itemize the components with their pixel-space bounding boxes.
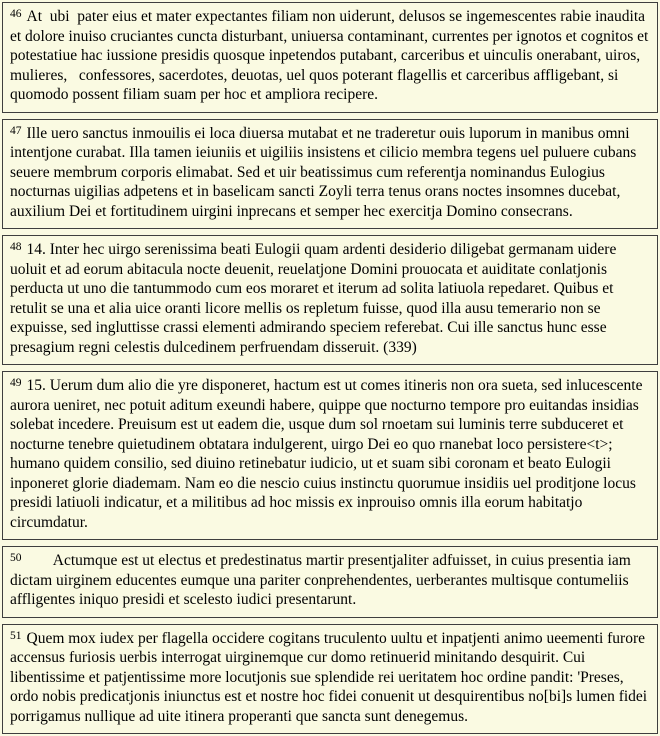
paragraph-number: 49: [10, 377, 22, 389]
paragraph-text: Quem mox iudex per flagella occidere cogitans truculento uultu et inpatjenti animo ueementi furore accensus furiosis uerbis interrogat uirginemque cur domo retinuerid minitando desquirit. Cui libentissime et patjentissime more locutjonis sue splendide rei ueritatem hoc ordine pandit: 'Preses, ordo nobis predicatjonis iniunctus est et nostre hoc fidei conuenit ut desquirentibus no[bi]s lumen fidei porrigamus nullique ad uite itinera properanti que sancta sunt denegemus.: [10, 629, 651, 725]
paragraph-47: [2, 119, 658, 230]
paragraph-number: 46: [10, 8, 22, 20]
paragraph-number: 48: [10, 241, 22, 253]
paragraph-50: [2, 546, 658, 618]
paragraph-text: At ubi pater eius et mater expectantes filiam non uiderunt, delusos se ingemescentes rabie inaudita et dolore inuiso cruciantes cuncta disturbant, uniuersa contaminant, currentes per ignotos et cognitos et potestatiue hac iussione presidis quosque inpetendos putabant, carceribus et uinculis onerabant, uiros, mulieres, confessores, sacerdotes, deuotas, uel quos poterant flagellis et carceribus affligebant, si quomodo possent filiam suam per hoc et ampliora recipere.: [10, 8, 653, 103]
paragraph-number: 47: [10, 124, 22, 137]
paragraph-text: Ille uero sanctus inmouilis ei loca diuersa mutabat et ne traderetur ouis luporum in manibus omni intentjone curabat. Illa tamen ieiuniis et uigiliis insistens et cilicio membra tegens uel puluere cubans seuere membrum corporis elimabat. Sed et uir beatissimus cum referentja nominandus Eulogius nocturnas uigilias adpetens et in baselicam sancti Zoyli terra tenus orans noctes insomnes ducebat, auxilium Dei et fortitudinem uirgini inprecans et semper hec exercitja Domino consecrans.: [10, 124, 641, 220]
paragraph-number: 50: [10, 552, 22, 564]
paragraph-46: [2, 2, 658, 113]
paragraph-text: Actumque est ut electus et predestinatus martir presentjaliter adfuisset, in cuius presentia iam dictam uirginem educentes eumque una pariter conprehendentes, uerberantes multisque contumeliis affligentes iniquo presidi et scelesto iudici presentarunt.: [10, 552, 635, 608]
paragraph-number: 51: [10, 629, 22, 642]
paragraph-49: [2, 371, 658, 540]
paragraph-text: 15. Uerum dum alio die yre disponeret, hactum est ut comes itineris non ora sueta, sed inlucescente aurora ueniret, nec potuit aditum exeundi habere, quippe que nocturno tempore pro euitandas insidias solebat incedere. Preuisum est ut eadem die, usque dum sol rnoetam sui luminis terre subduceret et nocturne tenebre quietudinem obtatara indulgerent, uirgo Dei eo quo rnanebat loco persistere<t>; humano quidem consilio, sed diuino retinebatur iudicio, ut et suam sibi coronam et beato Eulogii inponeret glorie diademam. Nam eo die nescio cuius instinctu quorumue insidiis uel proditjone locus presidi latiuoli indicatur, et a militibus ad hoc missis ex inprouiso omnis illa eorum habitatjo circumdatur.: [10, 377, 647, 531]
paragraph-48: [2, 235, 658, 365]
paragraph-text: 14. Inter hec uirgo serenissima beati Eulogii quam ardenti desiderio diligebat germanam uidere uoluit et ad eorum abitacula nocte deuenit, reuelatjone Domini prouocata et auiditate conlatjonis perducta ut uno die tantummodo cum eos moraret et iterum ad solita latiuola repedaret. Quibus et retulit se una et alia uice oranti licore mellis os repletum fuisse, quod illa ausu temerario non se expuisse, sed ingluttisse crassi elementi admirando speciem referebat. Cui ille sanctus hunc esse presagium regni celestis dulcedinem perfruendam disseruit. (339): [10, 241, 621, 356]
paragraph-51: [2, 624, 658, 735]
